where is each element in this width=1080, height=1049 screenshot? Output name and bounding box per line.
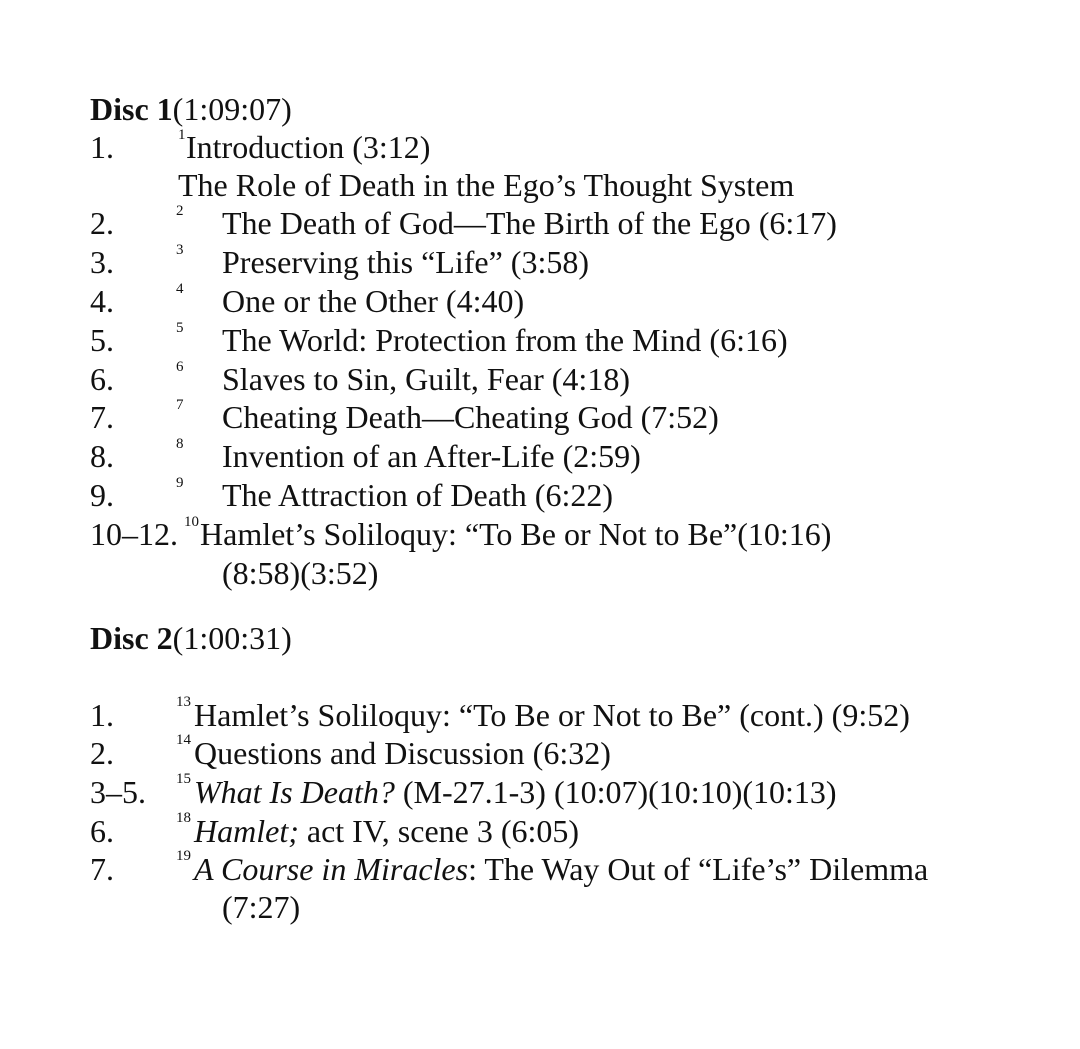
disc2-duration: (1:00:31) [172, 620, 292, 656]
track-number: 4. [90, 283, 114, 319]
track-title-rest: act IV, scene 3 (6:05) [298, 813, 580, 849]
track-title: Questions and Discussion (6:32) [194, 735, 611, 771]
track-number: 9. [90, 477, 114, 513]
track-title-rest: (M-27.1-3) (10:07)(10:10)(10:13) [394, 774, 837, 810]
track-footnote: 10 [184, 514, 199, 530]
track-footnote: 8 [176, 436, 184, 452]
track-title: Preserving this “Life” (3:58) [222, 244, 589, 280]
track-footnote: 6 [176, 359, 184, 375]
track-title-italic: Hamlet; [194, 813, 299, 849]
disc1-label: Disc 1 [90, 91, 173, 127]
disc1-duration: (1:09:07) [172, 91, 292, 127]
disc2-label: Disc 2 [90, 620, 173, 656]
track-footnote: 2 [176, 203, 184, 219]
track-title-continued: (7:27) [222, 889, 301, 925]
track-number: 1. [90, 129, 114, 165]
track-title: Introduction (3:12) [186, 129, 431, 165]
track-title: Invention of an After-Life (2:59) [222, 438, 641, 474]
track-title: Hamlet’s Soliloquy: “To Be or Not to Be” (cont.) (9:52) [194, 697, 910, 733]
track-title: The Death of God—The Birth of the Ego (6:17) [222, 205, 837, 241]
track-footnote: 1 [178, 127, 186, 143]
track-footnote: 4 [176, 281, 184, 297]
track-title: The World: Protection from the Mind (6:16) [222, 322, 788, 358]
track-footnote: 5 [176, 320, 184, 336]
track-footnote: 19 [176, 848, 191, 864]
track-footnote: 13 [176, 694, 191, 710]
track-number: 5. [90, 322, 114, 358]
disc1-heading [90, 93, 292, 125]
track-number: 7. [90, 851, 114, 887]
track-number: 6. [90, 813, 114, 849]
track-title-italic: A Course in Miracles [194, 851, 469, 887]
track-number: 6. [90, 361, 114, 397]
track-number: 2. [90, 205, 114, 241]
track-footnote: 3 [176, 242, 184, 258]
track-title [194, 815, 579, 847]
track-footnote: 9 [176, 475, 184, 491]
track-title: Slaves to Sin, Guilt, Fear (4:18) [222, 361, 630, 397]
track-title [194, 776, 837, 808]
track-number: 7. [90, 399, 114, 435]
track-title-italic: What Is Death? [194, 774, 395, 810]
track-title: Cheating Death—Cheating God (7:52) [222, 399, 719, 435]
track-number: 1. [90, 697, 114, 733]
track-footnote: 15 [176, 771, 191, 787]
track-number: 10–12. [90, 516, 178, 552]
track-title: Hamlet’s Soliloquy: “To Be or Not to Be”(10:16) [200, 516, 832, 552]
track-title: The Attraction of Death (6:22) [222, 477, 613, 513]
track-title [194, 853, 928, 885]
track-footnote: 18 [176, 810, 191, 826]
track-title-continued: (8:58)(3:52) [222, 555, 379, 591]
track-footnote: 7 [176, 397, 184, 413]
track-number: 3–5. [90, 774, 146, 810]
track-number: 8. [90, 438, 114, 474]
track-title-rest: : The Way Out of “Life’s” Dilemma [468, 851, 929, 887]
track-number: 2. [90, 735, 114, 771]
disc2-heading [90, 622, 292, 654]
section-heading-text: The Role of Death in the Ego’s Thought System [178, 167, 795, 203]
track-number: 3. [90, 244, 114, 280]
track-footnote: 14 [176, 732, 191, 748]
track-title: One or the Other (4:40) [222, 283, 525, 319]
